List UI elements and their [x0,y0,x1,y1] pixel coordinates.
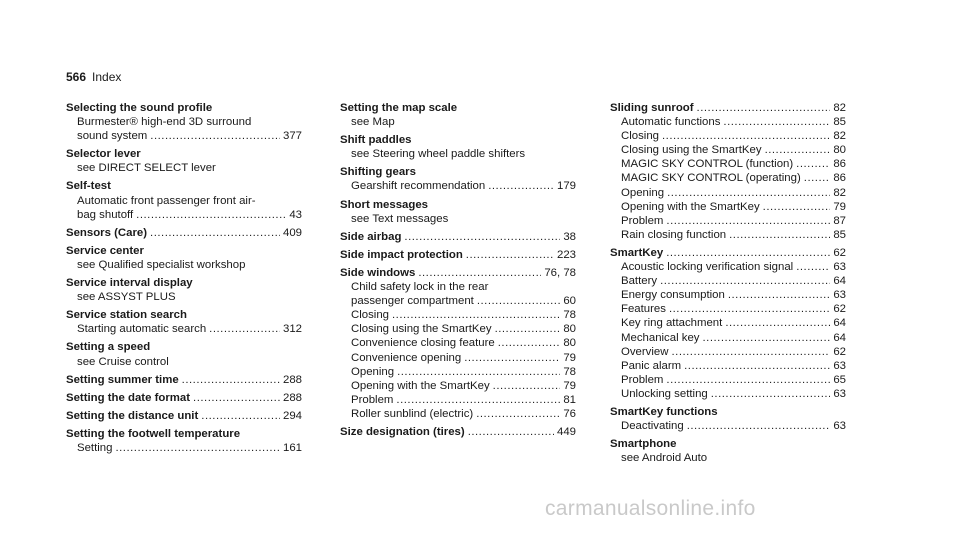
index-subentry[interactable] [340,365,576,379]
index-entry [66,179,302,221]
index-entry [66,101,302,143]
entry-text: Self-test [66,180,111,193]
entry-text: Problem [621,214,664,227]
entry-text: Side airbag [340,230,402,243]
entry-text: Service center [66,244,144,257]
page-reference[interactable]: 85 [833,116,846,129]
index-entry-heading [66,101,302,115]
page-reference[interactable]: 60 [563,295,576,308]
leader-dots [392,308,560,322]
entry-text: Key ring attachment [621,317,723,330]
page-reference[interactable]: 223 [556,248,576,261]
entry-text: passenger compartment [351,295,474,308]
page-reference[interactable]: 79 [833,200,846,213]
leader-dots [723,115,830,129]
index-subentry[interactable] [340,379,576,393]
leader-dots [404,230,560,244]
index-entry-heading[interactable] [66,373,302,387]
leader-dots [493,379,561,393]
page-reference[interactable]: 63 [833,261,846,274]
entry-text: Starting automatic search [77,323,207,336]
entry-text: Shift paddles [340,134,412,147]
index-entry [66,147,302,175]
index-entry-heading[interactable] [340,266,576,280]
index-subentry[interactable] [66,441,302,455]
index-subentry [66,161,302,175]
leader-dots [796,157,830,171]
leader-dots [666,373,830,387]
entry-text: Closing [621,130,659,143]
index-subentry [610,451,846,465]
index-entry-heading [66,308,302,322]
index-subentry: Child safety lock in the rear [351,281,489,294]
page-reference[interactable]: 63 [833,359,846,372]
leader-dots [765,143,831,157]
index-entry [340,198,576,226]
index-subentry[interactable] [610,345,846,359]
leader-dots [182,373,280,387]
entry-text: Deactivating [621,420,684,433]
leader-dots [763,200,831,214]
page-reference[interactable]: 179 [556,180,576,193]
leader-dots [711,387,831,401]
index-entry [340,425,576,439]
index-entry [66,308,302,336]
leader-dots [464,351,560,365]
index-column-2 [340,101,576,443]
entry-text: bag shutoff [77,208,134,221]
index-entry [66,226,302,240]
entry-text: see Qualified specialist workshop [77,258,246,271]
index-entry-heading[interactable] [66,226,302,240]
leader-dots [796,260,830,274]
index-entry [66,391,302,405]
index-subentry[interactable] [610,143,846,157]
entry-text: Energy consumption [621,289,725,302]
index-entry [610,437,846,465]
index-subentry[interactable] [610,157,846,171]
page-reference[interactable]: 78 [563,309,576,322]
index-column-3 [610,101,846,469]
entry-text: Mechanical key [621,331,700,344]
entry-text: Opening [621,186,665,199]
leader-dots [669,302,830,316]
index-subentry[interactable] [610,302,846,316]
entry-text: see Cruise control [77,355,169,368]
index-entry-heading[interactable] [340,248,576,262]
leader-dots [466,248,554,262]
index-subentry[interactable] [340,294,576,308]
leader-dots [193,391,280,405]
page-reference[interactable]: 86 [833,172,846,185]
page-header [66,70,121,84]
page-reference[interactable]: 82 [833,186,846,199]
index-subentry[interactable] [610,387,846,401]
page-reference[interactable]: 82 [833,130,846,143]
page-reference[interactable]: 63 [833,420,846,433]
entry-text: Sensors (Care) [66,226,148,239]
index-entry-heading[interactable] [340,425,576,439]
index-subentry[interactable] [610,129,846,143]
index-subentry [340,147,576,161]
index-entry-heading [340,101,576,115]
entry-text: Short messages [340,198,428,211]
page-reference[interactable]: 161 [282,441,302,454]
page-reference[interactable]: 64 [833,331,846,344]
leader-dots [136,208,286,222]
index-subentry[interactable] [66,208,302,222]
index-entry-heading [66,179,302,193]
index-entry-heading [66,147,302,161]
index-subentry: Burmester® high-end 3D surround [77,116,252,129]
leader-dots [397,365,560,379]
index-subentry[interactable] [340,308,576,322]
index-entry-heading [66,340,302,354]
index-subentry[interactable] [610,359,846,373]
leader-dots [667,186,830,200]
entry-text: Setting the distance unit [66,409,199,422]
entry-text: Acoustic locking verification signal [621,261,794,274]
entry-text: see ASSYST PLUS [77,291,176,304]
page-reference[interactable]: 82 [833,102,846,114]
page-reference[interactable]: 312 [282,323,302,336]
entry-text: SmartKey [610,246,664,259]
leader-dots [725,316,830,330]
leader-dots [498,336,561,350]
leader-dots [150,226,280,240]
index-subentry[interactable] [610,316,846,330]
page-reference[interactable]: 43 [289,208,302,221]
index-subentry[interactable] [610,228,846,242]
entry-text: see Text messages [351,212,449,225]
leader-dots [396,393,560,407]
page-reference[interactable]: 80 [563,337,576,350]
index-entry [66,244,302,272]
entry-text: Service station search [66,309,187,322]
page-reference[interactable]: 64 [833,275,846,288]
index-entry-heading[interactable] [66,409,302,423]
entry-text: Setting [77,441,113,454]
page-reference[interactable]: 62 [833,345,846,358]
leader-dots [666,246,830,260]
page-reference[interactable]: 288 [282,373,302,386]
page-reference[interactable]: 81 [563,393,576,406]
entry-text: Smartphone [610,438,677,451]
page-reference[interactable]: 64 [833,317,846,330]
leader-dots [662,129,830,143]
entry-text: Opening [351,365,395,378]
entry-text: Service interval display [66,277,193,290]
index-entry-heading [66,427,302,441]
index-subentry [66,355,302,369]
page-reference[interactable]: 377 [282,130,302,143]
index-subentry[interactable] [340,351,576,365]
page-reference[interactable]: 79 [563,351,576,364]
page-number: 566 [66,70,87,84]
leader-dots [671,345,830,359]
index-subentry[interactable] [610,214,846,228]
page-reference[interactable]: 78 [563,365,576,378]
page-reference[interactable]: 76, 78 [544,266,576,279]
index-subentry[interactable] [610,274,846,288]
entry-text: Selector lever [66,148,141,161]
index-entry-heading[interactable] [66,391,302,405]
leader-dots [150,129,280,143]
entry-text: Closing [351,309,389,322]
page-reference[interactable]: 449 [556,425,576,438]
entry-text: Problem [621,373,664,386]
page-reference[interactable]: 80 [833,144,846,157]
entry-text: Setting the date format [66,391,191,404]
index-entry [66,373,302,387]
index-subentry[interactable] [340,336,576,350]
entry-text: Setting summer time [66,373,179,386]
leader-dots [418,266,541,280]
index-entry-heading [340,165,576,179]
page-reference[interactable]: 65 [833,373,846,386]
entry-text: Automatic functions [621,116,721,129]
index-entry [66,276,302,304]
entry-text: Shifting gears [340,166,416,179]
page-reference[interactable]: 79 [563,379,576,392]
page-reference[interactable]: 288 [282,391,302,404]
index-subentry [66,258,302,272]
index-entry-heading [66,276,302,290]
entry-text: MAGIC SKY CONTROL (operating) [621,172,801,185]
entry-text: see Android Auto [621,452,708,465]
index-entry [610,101,846,242]
index-entry-heading [610,437,846,451]
index-subentry[interactable] [340,407,576,421]
index-entry [66,340,302,368]
entry-text: see Map [351,116,395,129]
entry-text: Gearshift recommendation [351,180,486,193]
entry-text: sound system [77,130,148,143]
page-reference[interactable]: 294 [282,409,302,422]
page-reference[interactable]: 62 [833,246,846,259]
index-subentry[interactable] [610,115,846,129]
index-entry [340,230,576,244]
entry-text: Overview [621,345,669,358]
index-entry-heading[interactable] [610,246,846,260]
entry-text: MAGIC SKY CONTROL (function) [621,158,794,171]
index-subentry [340,212,576,226]
page-reference[interactable]: 85 [833,228,846,241]
leader-dots [115,441,280,455]
index-subentry[interactable] [340,179,576,193]
index-entry-heading [66,244,302,258]
index-subentry[interactable] [610,373,846,387]
entry-text: Sliding sunroof [610,102,694,114]
page-reference[interactable]: 38 [563,230,576,243]
entry-text: Selecting the sound profile [66,102,213,114]
page-reference[interactable]: 87 [833,214,846,227]
index-subentry[interactable] [340,322,576,336]
entry-text: Rain closing function [621,228,727,241]
entry-text: Problem [351,393,394,406]
index-subentry[interactable] [610,331,846,345]
page-reference[interactable]: 76 [563,407,576,420]
entry-text: Panic alarm [621,359,682,372]
index-subentry [340,115,576,129]
entry-text: Battery [621,275,658,288]
index-subentry[interactable] [610,171,846,185]
index-subentry[interactable] [66,322,302,336]
watermark-text: carmanualsonline.info [545,497,756,520]
entry-text: Setting a speed [66,341,151,354]
leader-dots [804,171,831,185]
leader-dots [666,214,830,228]
leader-dots [728,288,830,302]
leader-dots [201,409,280,423]
leader-dots [495,322,561,336]
index-subentry[interactable] [610,419,846,433]
entry-text: Closing using the SmartKey [621,144,762,157]
entry-text: Setting the footwell temperature [66,427,241,440]
leader-dots [488,179,554,193]
index-entry [340,266,576,421]
leader-dots [468,425,554,439]
index-entry [610,405,846,433]
entry-text: Closing using the SmartKey [351,323,492,336]
index-subentry[interactable] [610,288,846,302]
index-entry [340,133,576,161]
index-subentry[interactable] [610,260,846,274]
index-entry-heading[interactable] [610,101,846,115]
index-subentry: Automatic front passenger front air- [77,194,256,207]
leader-dots [660,274,830,288]
entry-text: Size designation (tires) [340,425,465,438]
leader-dots [477,294,561,308]
leader-dots [476,407,560,421]
index-entry [610,246,846,401]
page-reference[interactable]: 80 [563,323,576,336]
entry-text: see Steering wheel paddle shifters [351,148,526,161]
index-column-1 [66,101,302,459]
index-entry-heading [610,405,846,419]
index-entry [340,248,576,262]
index-subentry[interactable] [66,129,302,143]
entry-text: Unlocking setting [621,387,708,400]
leader-dots [703,331,831,345]
entry-text: Side impact protection [340,248,463,261]
entry-text: Convenience opening [351,351,462,364]
entry-text: Convenience closing feature [351,337,495,350]
index-entry-heading [340,198,576,212]
index-entry-heading [340,133,576,147]
page-reference[interactable]: 86 [833,158,846,171]
page-reference[interactable]: 62 [833,303,846,316]
leader-dots [209,322,280,336]
index-entry [340,165,576,193]
index-subentry[interactable] [340,393,576,407]
index-entry [66,409,302,423]
entry-text: see DIRECT SELECT lever [77,162,216,175]
leader-dots [684,359,830,373]
index-subentry[interactable] [610,200,846,214]
index-entry [340,101,576,129]
entry-text: Side windows [340,266,416,279]
leader-dots [697,101,831,115]
index-entry [66,427,302,455]
leader-dots [729,228,830,242]
entry-text: Roller sunblind (electric) [351,407,474,420]
page-reference[interactable]: 63 [833,387,846,400]
index-subentry[interactable] [610,186,846,200]
entry-text: Opening with the SmartKey [351,379,490,392]
entry-text: Features [621,303,666,316]
entry-text: Opening with the SmartKey [621,200,760,213]
section-title: Index [92,70,122,84]
entry-text: Setting the map scale [340,102,458,114]
entry-text: SmartKey functions [610,405,718,418]
page-reference[interactable]: 63 [833,289,846,302]
leader-dots [687,419,831,433]
index-subentry [66,290,302,304]
index-entry-heading[interactable] [340,230,576,244]
page-reference[interactable]: 409 [282,226,302,239]
